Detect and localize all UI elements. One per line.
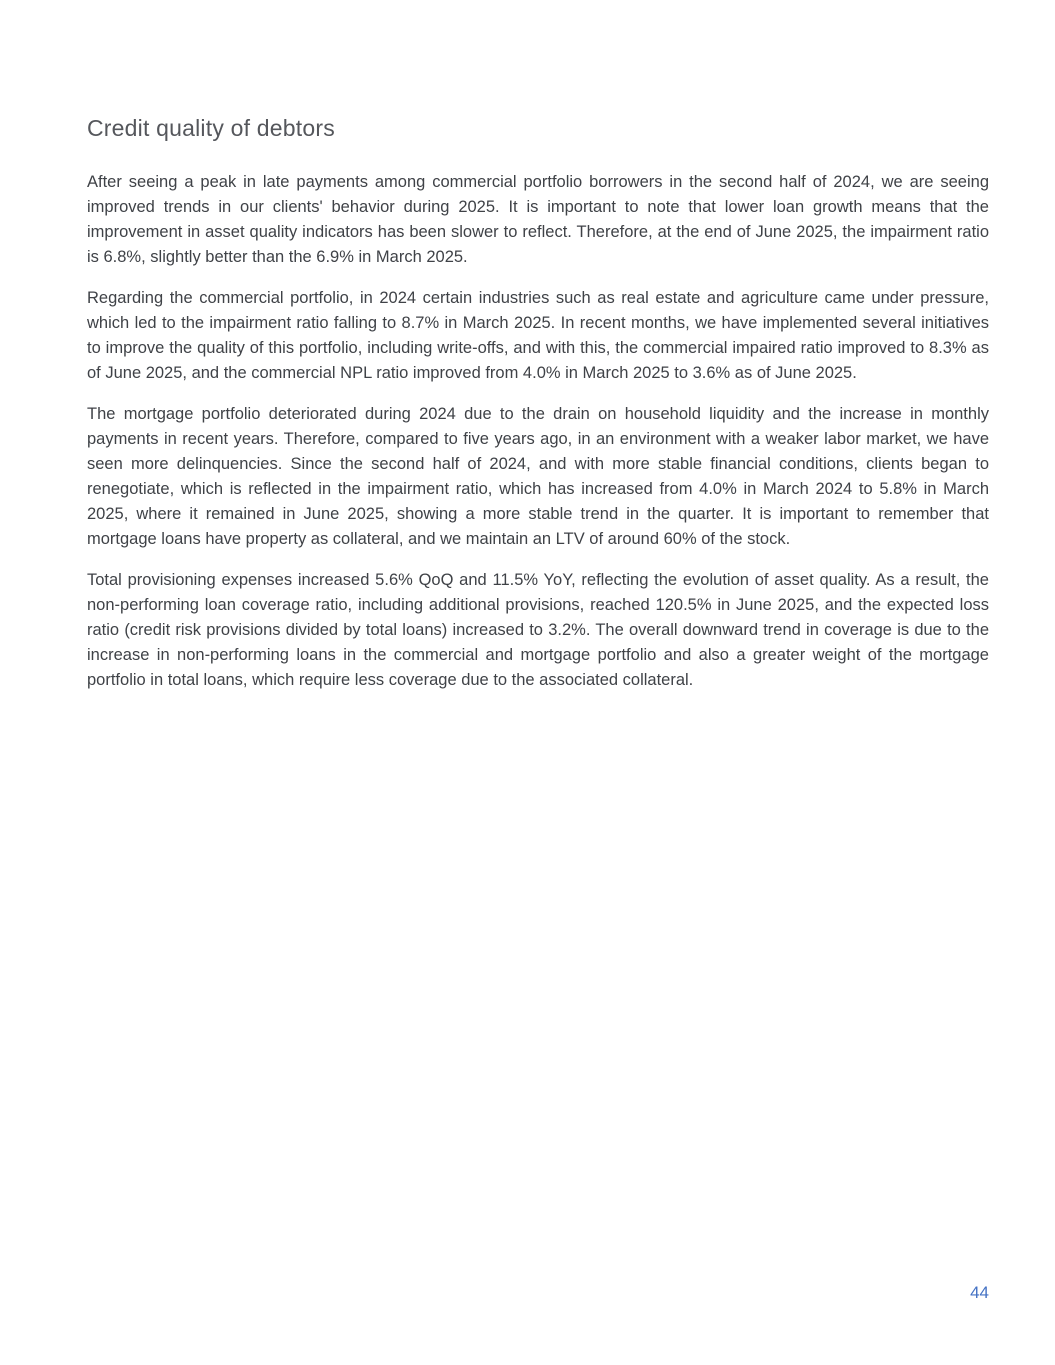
page-content: [87, 115, 989, 709]
paragraph-provisioning-expenses: Total provisioning expenses increased 5.6% QoQ and 11.5% YoY, reflecting the evolution of asset quality. As a result, the non-performing loan coverage ratio, including additional provisions, reached 120.5% in June 2025, and the expected loss ratio (credit risk provisions divided by total loans) increased to 3.2%. The overall downward trend in coverage is due to the increase in non-performing loans in the commercial and mortgage portfolio and also a greater weight of the mortgage portfolio in total loans, which require less coverage due to the associated collateral.: [87, 571, 989, 689]
page-number: 44: [970, 1283, 989, 1302]
paragraph-asset-quality-overview: After seeing a peak in late payments among commercial portfolio borrowers in the second half of 2024, we are seeing improved trends in our clients' behavior during 2025. It is important to note that lower loan growth means that the improvement in asset quality indicators has been slower to reflect. Therefore, at the end of June 2025, the impairment ratio is 6.8%, slightly better than the 6.9% in March 2025.: [87, 173, 989, 266]
page-title: Credit quality of debtors: [87, 115, 335, 141]
paragraph-mortgage-portfolio: The mortgage portfolio deteriorated during 2024 due to the drain on household liquidity and the increase in monthly payments in recent years. Therefore, compared to five years ago, in an environment with a weaker labor market, we have seen more delinquencies. Since the second half of 2024, and with more stable financial conditions, clients began to renegotiate, which is reflected in the impairment ratio, which has increased from 4.0% in March 2024 to 5.8% in March 2025, where it remained in June 2025, showing a more stable trend in the quarter. It is important to remember that mortgage loans have property as collateral, and we maintain an LTV of around 60% of the stock.: [87, 405, 989, 548]
paragraph-commercial-portfolio: Regarding the commercial portfolio, in 2024 certain industries such as real estate and agriculture came under pressure, which led to the impairment ratio falling to 8.7% in March 2025. In recent months, we have implemented several initiatives to improve the quality of this portfolio, including write-offs, and with this, the commercial impaired ratio improved to 8.3% as of June 2025, and the commercial NPL ratio improved from 4.0% in March 2025 to 3.6% as of June 2025.: [87, 289, 989, 382]
